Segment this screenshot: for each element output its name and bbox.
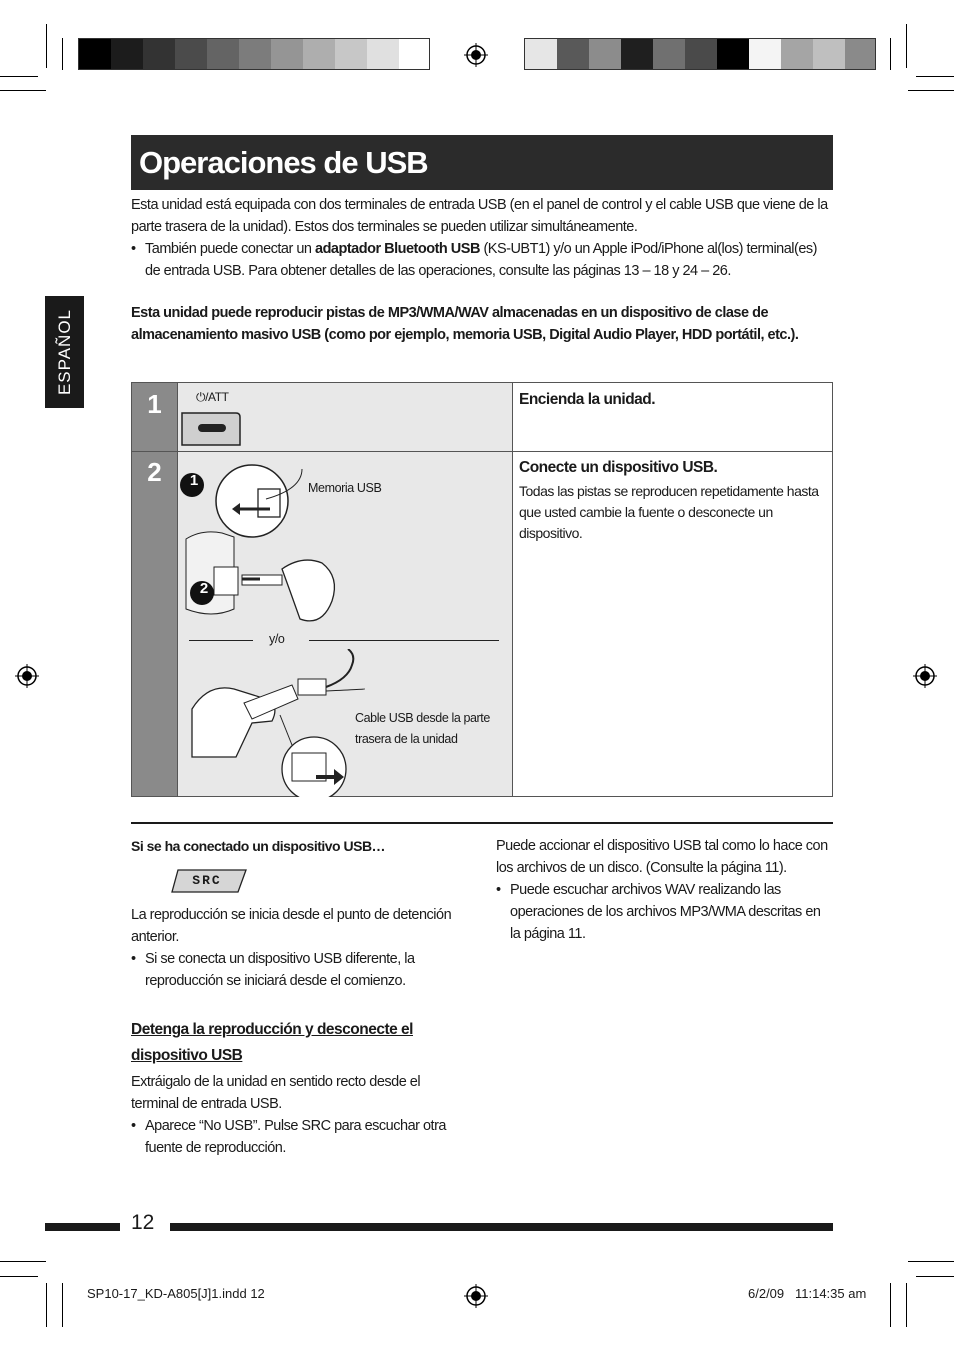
resume-bullet: • Si se conecta un dispositivo USB diferente, la reproducción se iniciará desde el comienzo.: [131, 948, 466, 992]
intro-bullet-text-end: (KS-UBT1) y/o un Apple iPod/iPhone al(los) terminal(es) de entrada USB. Para obtener detalles de las operaciones, consulte las páginas 13 – 18 y 24 – 26.: [145, 241, 817, 279]
registration-mark-icon: [464, 43, 488, 67]
step-2-heading: Conecte un dispositivo USB.: [519, 459, 718, 476]
src-button-label: SRC: [192, 873, 222, 888]
title-banner: [131, 135, 833, 190]
footer-file-name: SP10-17_KD-A805[J]1.indd 12: [87, 1286, 265, 1301]
page-title: Operaciones de USB: [139, 145, 428, 180]
row-divider: [132, 451, 832, 452]
operate-paragraph: Puede accionar el dispositivo USB tal como lo hace con los archivos de un disco. (Consulte la página 11).: [496, 838, 828, 876]
or-divider-left: [189, 640, 253, 641]
footer-date: 6/2/09 11:14:35 am: [748, 1286, 867, 1301]
registration-mark-icon: [913, 664, 937, 688]
remove-paragraph: Extráigalo de la unidad en sentido recto desde el terminal de entrada USB.: [131, 1074, 421, 1112]
color-calibration-bar-right: [524, 38, 876, 70]
step-2-body: Todas las pistas se reproducen repetidamente hasta que usted cambie la fuente o desconecte un dispositivo.: [519, 483, 819, 541]
intro-bullet-text: También puede conectar un: [145, 241, 315, 257]
left-column-text: [131, 904, 466, 992]
footer-bar-right: [170, 1223, 833, 1231]
step-number-column: [132, 383, 177, 796]
crop-mark: [46, 1283, 47, 1327]
bold-note: Esta unidad puede reproducir pistas de MP3/WMA/WAV almacenadas en un dispositivo de clase de almacenamiento masivo USB (como por ejemplo, memoria USB, Digital Audio Player, HDD portátil, etc.).: [131, 305, 799, 343]
step-2-number: 2: [147, 457, 162, 487]
or-divider-right: [309, 640, 499, 641]
stop-text: [131, 1071, 451, 1159]
crop-mark: [890, 1283, 891, 1327]
crop-mark: [908, 1261, 954, 1262]
crop-mark: [0, 90, 46, 91]
power-button-icon: [178, 409, 246, 449]
crop-mark: [0, 1276, 38, 1277]
right-column-text: [496, 835, 833, 945]
color-calibration-bar-left: [78, 38, 430, 70]
crop-mark: [890, 38, 891, 70]
intro-paragraph: Esta unidad está equipada con dos terminales de entrada USB (en el panel de control y el cable USB que viene de la parte trasera de la unidad). Estos dos terminales se pueden utilizar simultáneamente.: [131, 197, 828, 235]
power-att-label: ⏻/ATT: [196, 390, 229, 404]
crop-mark: [916, 1276, 954, 1277]
intro-bullet-bold: adaptador Bluetooth USB: [315, 241, 480, 257]
usb-cable-label: Cable USB desde la parte trasera de la unidad: [355, 711, 490, 746]
stop-heading-text: Detenga la reproducción y desconecte el dispositivo USB: [131, 1021, 413, 1064]
language-tab-label: ESPAÑOL: [54, 308, 74, 396]
crop-mark: [0, 1261, 46, 1262]
stop-heading: [131, 1017, 451, 1069]
crop-mark: [62, 38, 63, 70]
crop-mark: [906, 24, 907, 68]
crop-mark: [906, 1283, 907, 1327]
crop-mark: [908, 90, 954, 91]
registration-mark-icon: [15, 664, 39, 688]
marker-1: 1: [189, 472, 199, 489]
crop-mark: [0, 76, 38, 77]
connected-heading: Si se ha conectado un dispositivo USB…: [131, 838, 386, 854]
crop-mark: [46, 24, 47, 68]
step-1-heading: Encienda la unidad.: [519, 391, 656, 408]
crop-mark: [916, 76, 954, 77]
intro-section: [131, 194, 833, 282]
intro-bullet: [131, 238, 833, 282]
steps-table: [131, 382, 833, 797]
page-number: 12: [131, 1211, 155, 1234]
section-rule: [131, 822, 833, 824]
language-tab: [45, 296, 84, 408]
crop-mark: [62, 1283, 63, 1327]
usb-cable-illustration: [188, 649, 368, 797]
resume-paragraph: La reproducción se inicia desde el punto de detención anterior.: [131, 907, 452, 945]
usb-memory-label: Memoria USB: [308, 481, 382, 495]
registration-mark-icon: [464, 1284, 488, 1308]
wav-bullet: • Puede escuchar archivos WAV realizando las operaciones de los archivos MP3/WMA descritas en la página 11.: [496, 879, 833, 945]
footer-bar-left: [45, 1223, 120, 1231]
or-label: y/o: [269, 632, 285, 646]
step-1-number: 1: [147, 389, 162, 419]
marker-2: 2: [199, 580, 209, 597]
remove-bullet: • Aparece “No USB”. Pulse SRC para escuchar otra fuente de reproducción.: [131, 1115, 451, 1159]
